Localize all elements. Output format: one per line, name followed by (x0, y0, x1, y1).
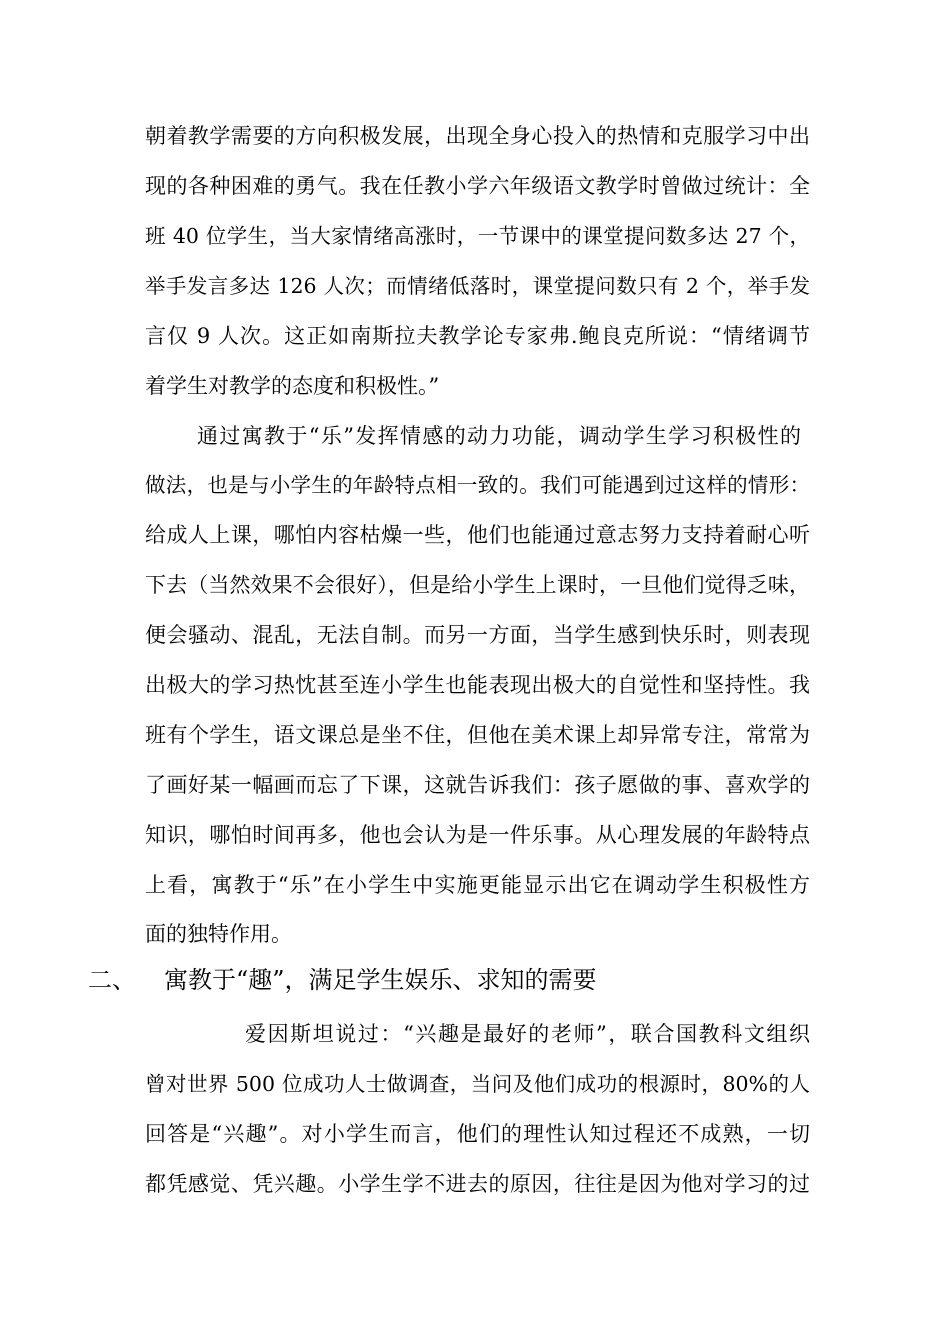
paragraph-2-line-9: 知识，哪怕时间再多，他也会认为是一件乐事。从心理发展的年龄特点 (145, 823, 810, 847)
paragraph-3-line-2: 曾对世界 500 位成功人士做调查，当问及他们成功的根源时，80%的人 (145, 1072, 810, 1096)
paragraph-1-line-6: 着学生对教学的态度和积极性。” (145, 374, 440, 398)
section-heading (88, 960, 597, 1000)
paragraph-2-line-2: 做法，也是与小学生的年龄特点相一致的。我们可能遇到过这样的情形： (145, 473, 810, 497)
paragraph-1-line-4: 举手发言多达 126 人次；而情绪低落时，课堂提问数只有 2 个，举手发 (145, 274, 810, 298)
paragraph-2-line-7: 班有个学生，语文课总是坐不住，但他在美术课上却异常专注，常常为 (145, 723, 810, 747)
paragraph-2-line-4: 下去（当然效果不会很好），但是给小学生上课时，一旦他们觉得乏味， (145, 573, 810, 597)
paragraph-2-line-1: 通过寓教于“乐”发挥情感的动力功能，调动学生学习积极性的 (197, 424, 801, 448)
paragraph-1-line-5: 言仅 9 人次。这正如南斯拉夫教学论专家弗.鲍良克所说：“情绪调节 (145, 324, 810, 348)
section-title: 寓教于“趣”，满足学生娱乐、求知的需要 (164, 966, 597, 994)
paragraph-2-line-11: 面的独特作用。 (145, 922, 292, 946)
paragraph-1-line-3: 班 40 位学生，当大家情绪高涨时，一节课中的课堂提问数多达 27 个， (145, 224, 810, 248)
paragraph-3-line-4: 都凭感觉、凭兴趣。小学生学不进去的原因，往往是因为他对学习的过 (145, 1172, 810, 1196)
section-number: 二、 (88, 966, 136, 994)
paragraph-2-line-3: 给成人上课，哪怕内容枯燥一些，他们也能通过意志努力支持着耐心听 (145, 523, 810, 547)
paragraph-1-line-1: 朝着教学需要的方向积极发展，出现全身心投入的热情和克服学习中出 (145, 124, 810, 148)
paragraph-1-line-2: 现的各种困难的勇气。我在任教小学六年级语文教学时曾做过统计：全 (145, 174, 810, 198)
paragraph-2-line-10: 上看，寓教于“乐”在小学生中实施更能显示出它在调动学生积极性方 (145, 873, 810, 897)
paragraph-3-line-3: 回答是“兴趣”。对小学生而言，他们的理性认知过程还不成熟，一切 (145, 1122, 810, 1146)
paragraph-2-line-5: 便会骚动、混乱，无法自制。而另一方面，当学生感到快乐时，则表现 (145, 623, 810, 647)
paragraph-2-line-6: 出极大的学习热忱甚至连小学生也能表现出极大的自觉性和坚持性。我 (145, 673, 810, 697)
paragraph-3-line-1: 爱因斯坦说过：“兴趣是最好的老师”，联合国教科文组织 (245, 1022, 810, 1046)
paragraph-2-line-8: 了画好某一幅画而忘了下课，这就告诉我们：孩子愿做的事、喜欢学的 (145, 773, 810, 797)
